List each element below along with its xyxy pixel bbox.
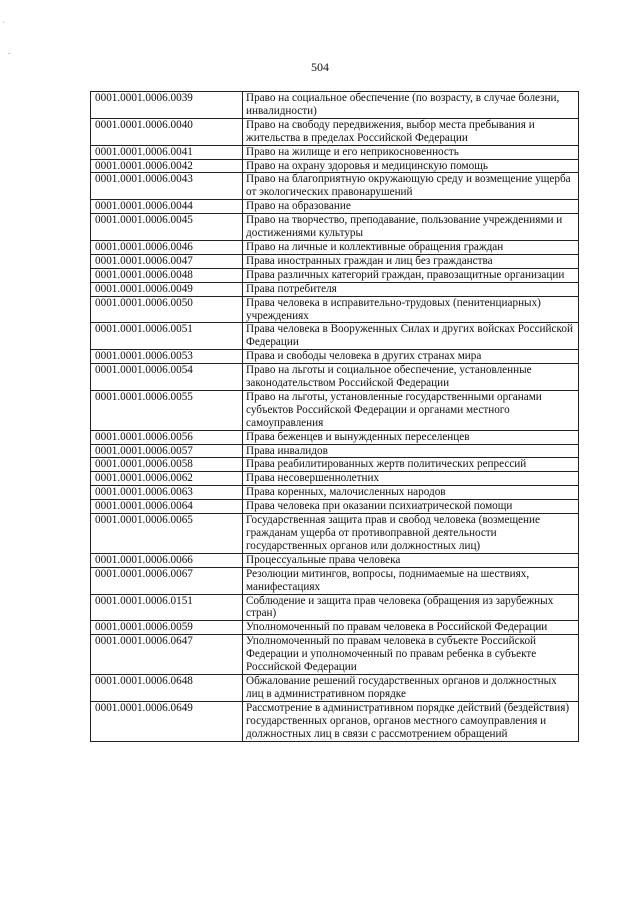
topic-cell: Права инвалидов — [243, 444, 579, 458]
code-cell: 0001.0001.0006.0057 — [91, 444, 243, 458]
topic-cell: Рассмотрение в административном порядке действий (бездействия) государственных органов, органов местного самоуправления и должностных лиц в связи с рассмотрением обращений — [243, 701, 579, 741]
code-cell: 0001.0001.0006.0056 — [91, 430, 243, 444]
code-cell: 0001.0001.0006.0041 — [91, 145, 243, 159]
table-row — [91, 567, 579, 594]
table-row — [91, 364, 579, 391]
topic-cell: Права коренных, малочисленных народов — [243, 486, 579, 500]
table-row — [91, 254, 579, 268]
topic-cell: Право на охрану здоровья и медицинскую помощь — [243, 159, 579, 173]
topic-cell: Права несовершеннолетних — [243, 472, 579, 486]
topic-cell: Уполномоченный по правам человека в Российской Федерации — [243, 621, 579, 635]
table-row — [91, 240, 579, 254]
topic-cell: Права иностранных граждан и лиц без гражданства — [243, 254, 579, 268]
table-row — [91, 92, 579, 119]
code-cell: 0001.0001.0006.0053 — [91, 350, 243, 364]
code-cell: 0001.0001.0006.0058 — [91, 458, 243, 472]
topic-cell: Права потребителя — [243, 282, 579, 296]
table-row — [91, 674, 579, 701]
topic-cell: Права реабилитированных жертв политических репрессий — [243, 458, 579, 472]
code-cell: 0001.0001.0006.0055 — [91, 390, 243, 430]
table-row — [91, 553, 579, 567]
scan-mark: ` — [2, 20, 5, 30]
table-row — [91, 444, 579, 458]
table-row — [91, 118, 579, 145]
topic-cell: Право на благоприятную окружающую среду и возмещение ущерба от экологических правонарушений — [243, 173, 579, 200]
table-row — [91, 635, 579, 675]
table-row — [91, 200, 579, 214]
topic-cell: Право на личные и коллективные обращения граждан — [243, 240, 579, 254]
scan-mark: . — [8, 46, 11, 56]
table-row — [91, 390, 579, 430]
code-cell: 0001.0001.0006.0067 — [91, 567, 243, 594]
code-cell: 0001.0001.0006.0049 — [91, 282, 243, 296]
code-cell: 0001.0001.0006.0039 — [91, 92, 243, 119]
topic-cell: Право на творчество, преподавание, пользование учреждениями и достижениями культуры — [243, 214, 579, 241]
table-row — [91, 145, 579, 159]
code-cell: 0001.0001.0006.0044 — [91, 200, 243, 214]
table-row — [91, 472, 579, 486]
table-row — [91, 701, 579, 741]
code-cell: 0001.0001.0006.0046 — [91, 240, 243, 254]
code-cell: 0001.0001.0006.0040 — [91, 118, 243, 145]
topic-cell: Право на жилище и его неприкосновенность — [243, 145, 579, 159]
table-row — [91, 594, 579, 621]
topic-cell: Процессуальные права человека — [243, 553, 579, 567]
code-cell: 0001.0001.0006.0647 — [91, 635, 243, 675]
topic-cell: Обжалование решений государственных органов и должностных лиц в административном порядке — [243, 674, 579, 701]
topic-cell: Соблюдение и защита прав человека (обращения из зарубежных стран) — [243, 594, 579, 621]
table-row — [91, 350, 579, 364]
table-row — [91, 621, 579, 635]
table-row — [91, 159, 579, 173]
table-row — [91, 296, 579, 323]
table-row — [91, 214, 579, 241]
code-cell: 0001.0001.0006.0050 — [91, 296, 243, 323]
code-cell: 0001.0001.0006.0151 — [91, 594, 243, 621]
code-cell: 0001.0001.0006.0062 — [91, 472, 243, 486]
code-cell: 0001.0001.0006.0054 — [91, 364, 243, 391]
topic-cell: Резолюции митингов, вопросы, поднимаемые на шествиях, манифестациях — [243, 567, 579, 594]
topic-cell: Право на льготы, установленные государственными органами субъектов Российской Федерации и органами местного самоуправления — [243, 390, 579, 430]
table-row — [91, 500, 579, 514]
code-cell: 0001.0001.0006.0051 — [91, 323, 243, 350]
topic-cell: Права человека в Вооруженных Силах и других войсках Российской Федерации — [243, 323, 579, 350]
code-cell: 0001.0001.0006.0648 — [91, 674, 243, 701]
code-cell: 0001.0001.0006.0045 — [91, 214, 243, 241]
code-cell: 0001.0001.0006.0063 — [91, 486, 243, 500]
topic-cell: Права различных категорий граждан, правозащитные организации — [243, 268, 579, 282]
table-row — [91, 430, 579, 444]
table-row — [91, 268, 579, 282]
code-cell: 0001.0001.0006.0066 — [91, 553, 243, 567]
classifier-table — [90, 91, 579, 742]
topic-cell: Право на свободу передвижения, выбор места пребывания и жительства в пределах Российской Федерации — [243, 118, 579, 145]
table-row — [91, 458, 579, 472]
table-row — [91, 323, 579, 350]
topic-cell: Права и свободы человека в других странах мира — [243, 350, 579, 364]
code-cell: 0001.0001.0006.0064 — [91, 500, 243, 514]
page-number: 504 — [311, 60, 329, 74]
topic-cell: Права беженцев и вынужденных переселенцев — [243, 430, 579, 444]
code-cell: 0001.0001.0006.0059 — [91, 621, 243, 635]
code-cell: 0001.0001.0006.0042 — [91, 159, 243, 173]
table-row — [91, 282, 579, 296]
code-cell: 0001.0001.0006.0047 — [91, 254, 243, 268]
topic-cell: Право на образование — [243, 200, 579, 214]
topic-cell: Уполномоченный по правам человека в субъекте Российской Федерации и уполномоченный по правам ребенка в субъекте Российской Федерации — [243, 635, 579, 675]
table-row — [91, 514, 579, 554]
code-cell: 0001.0001.0006.0649 — [91, 701, 243, 741]
topic-cell: Права человека при оказании психиатрической помощи — [243, 500, 579, 514]
code-cell: 0001.0001.0006.0048 — [91, 268, 243, 282]
table-row — [91, 173, 579, 200]
topic-cell: Право на льготы и социальное обеспечение, установленные законодательством Российской Федерации — [243, 364, 579, 391]
code-cell: 0001.0001.0006.0065 — [91, 514, 243, 554]
topic-cell: Права человека в исправительно-трудовых (пенитенциарных) учреждениях — [243, 296, 579, 323]
table-row — [91, 486, 579, 500]
topic-cell: Государственная защита прав и свобод человека (возмещение гражданам ущерба от противоправной деятельности государственных органов или должностных лиц) — [243, 514, 579, 554]
topic-cell: Право на социальное обеспечение (по возрасту, в случае болезни, инвалидности) — [243, 92, 579, 119]
code-cell: 0001.0001.0006.0043 — [91, 173, 243, 200]
